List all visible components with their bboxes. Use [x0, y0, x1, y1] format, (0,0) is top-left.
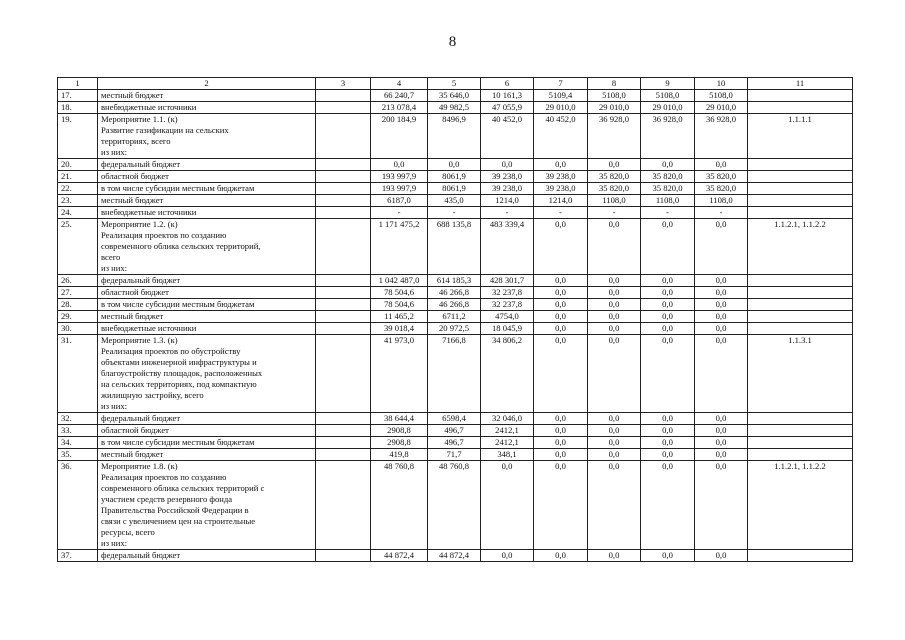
- row-description: местный бюджет: [98, 449, 316, 461]
- col10-value: 0,0: [695, 425, 748, 437]
- col4-value: 41 973,0: [371, 335, 428, 413]
- row-number: 27.: [58, 287, 98, 299]
- row-number: 24.: [58, 207, 98, 219]
- row-description: внебюджетные источники: [98, 207, 316, 219]
- table-row: [58, 287, 853, 299]
- col10-value: -: [695, 207, 748, 219]
- col6-value: 483 339,4: [481, 219, 534, 275]
- indicator-reference: [748, 159, 853, 171]
- col7-value: 0,0: [534, 335, 588, 413]
- col9-value: -: [641, 207, 695, 219]
- page-number: 8: [448, 34, 457, 50]
- row-description: Мероприятие 1.8. (к) Реализация проектов по созданию современного облика сельских территорий с участием средств резервного фонда Правительства Российской Федерации в связи с увеличением цен на строительные ресурсы, всего из них:: [98, 461, 316, 550]
- col6-value: 10 161,3: [481, 90, 534, 102]
- col4-value: 1 042 487,0: [371, 275, 428, 287]
- row-description: местный бюджет: [98, 90, 316, 102]
- indicator-reference: [748, 90, 853, 102]
- col5-value: 71,7: [428, 449, 481, 461]
- header-cell: 1: [58, 78, 98, 90]
- col3-cell: [316, 449, 371, 461]
- col10-value: 0,0: [695, 335, 748, 413]
- header-cell: 2: [98, 78, 316, 90]
- col9-value: 0,0: [641, 275, 695, 287]
- col8-value: 36 928,0: [588, 114, 641, 159]
- col7-value: 0,0: [534, 219, 588, 275]
- col7-value: 0,0: [534, 413, 588, 425]
- row-description: федеральный бюджет: [98, 550, 316, 562]
- col8-value: 0,0: [588, 159, 641, 171]
- row-description: Мероприятие 1.1. (к) Развитие газификации на сельских территориях, всего из них:: [98, 114, 316, 159]
- row-description: федеральный бюджет: [98, 159, 316, 171]
- col3-cell: [316, 437, 371, 449]
- col10-value: 5108,0: [695, 90, 748, 102]
- col7-value: 1214,0: [534, 195, 588, 207]
- col5-value: 7166,8: [428, 335, 481, 413]
- col9-value: 0,0: [641, 323, 695, 335]
- indicator-reference: [748, 287, 853, 299]
- row-number: 20.: [58, 159, 98, 171]
- col10-value: 0,0: [695, 287, 748, 299]
- col3-cell: [316, 323, 371, 335]
- col7-value: 29 010,0: [534, 102, 588, 114]
- col7-value: 0,0: [534, 159, 588, 171]
- col6-value: 32 046,0: [481, 413, 534, 425]
- col3-cell: [316, 207, 371, 219]
- col4-value: 6187,0: [371, 195, 428, 207]
- col9-value: 36 928,0: [641, 114, 695, 159]
- col7-value: 0,0: [534, 323, 588, 335]
- col4-value: 419,8: [371, 449, 428, 461]
- indicator-reference: 1.1.3.1: [748, 335, 853, 413]
- col4-value: 44 872,4: [371, 550, 428, 562]
- indicator-reference: 1.1.1.1: [748, 114, 853, 159]
- row-number: 26.: [58, 275, 98, 287]
- table-row: [58, 323, 853, 335]
- col10-value: 0,0: [695, 413, 748, 425]
- indicator-reference: [748, 413, 853, 425]
- col10-value: 35 820,0: [695, 171, 748, 183]
- col3-cell: [316, 425, 371, 437]
- col5-value: 44 872,4: [428, 550, 481, 562]
- col6-value: -: [481, 207, 534, 219]
- col10-value: 36 928,0: [695, 114, 748, 159]
- row-number: 23.: [58, 195, 98, 207]
- table-row: [58, 550, 853, 562]
- row-description: областной бюджет: [98, 287, 316, 299]
- col8-value: 35 820,0: [588, 183, 641, 195]
- col5-value: 496,7: [428, 425, 481, 437]
- col8-value: 1108,0: [588, 195, 641, 207]
- row-description: местный бюджет: [98, 311, 316, 323]
- table-row: [58, 183, 853, 195]
- col9-value: 0,0: [641, 461, 695, 550]
- col8-value: 5108,0: [588, 90, 641, 102]
- col6-value: 0,0: [481, 159, 534, 171]
- col8-value: -: [588, 207, 641, 219]
- indicator-reference: [748, 102, 853, 114]
- col6-value: 39 238,0: [481, 171, 534, 183]
- col8-value: 35 820,0: [588, 171, 641, 183]
- col6-value: 348,1: [481, 449, 534, 461]
- col5-value: 8496,9: [428, 114, 481, 159]
- row-description: Мероприятие 1.3. (к) Реализация проектов по обустройству объектами инженерной инфраструктуры и благоустройству площадок, расположенных на сельских территориях, под компактную жилищную застройку, всего из них:: [98, 335, 316, 413]
- header-cell: 10: [695, 78, 748, 90]
- col5-value: 6598,4: [428, 413, 481, 425]
- col10-value: 0,0: [695, 449, 748, 461]
- table-row: [58, 335, 853, 413]
- indicator-reference: 1.1.2.1, 1.1.2.2: [748, 219, 853, 275]
- row-number: 18.: [58, 102, 98, 114]
- table-row: [58, 207, 853, 219]
- col10-value: 0,0: [695, 275, 748, 287]
- col4-value: -: [371, 207, 428, 219]
- col8-value: 0,0: [588, 287, 641, 299]
- table-row: [58, 114, 853, 159]
- col3-cell: [316, 171, 371, 183]
- indicator-reference: [748, 195, 853, 207]
- header-cell: 6: [481, 78, 534, 90]
- col3-cell: [316, 287, 371, 299]
- col5-value: 0,0: [428, 159, 481, 171]
- col3-cell: [316, 114, 371, 159]
- col6-value: 40 452,0: [481, 114, 534, 159]
- col9-value: 1108,0: [641, 195, 695, 207]
- header-cell: 9: [641, 78, 695, 90]
- col8-value: 0,0: [588, 311, 641, 323]
- col3-cell: [316, 195, 371, 207]
- indicator-reference: 1.1.2.1, 1.1.2.2: [748, 461, 853, 550]
- col7-value: 39 238,0: [534, 183, 588, 195]
- table-row: [58, 425, 853, 437]
- row-number: 34.: [58, 437, 98, 449]
- col3-cell: [316, 550, 371, 562]
- col3-cell: [316, 275, 371, 287]
- col4-value: 2908,8: [371, 425, 428, 437]
- col6-value: 1214,0: [481, 195, 534, 207]
- col9-value: 0,0: [641, 335, 695, 413]
- col4-value: 200 184,9: [371, 114, 428, 159]
- col4-value: 193 997,9: [371, 183, 428, 195]
- header-cell: 7: [534, 78, 588, 90]
- row-description: областной бюджет: [98, 171, 316, 183]
- row-number: 35.: [58, 449, 98, 461]
- table-row: [58, 275, 853, 287]
- row-number: 22.: [58, 183, 98, 195]
- col8-value: 0,0: [588, 425, 641, 437]
- table-row: [58, 102, 853, 114]
- col9-value: 0,0: [641, 299, 695, 311]
- table-row: [58, 299, 853, 311]
- header-cell: 4: [371, 78, 428, 90]
- col10-value: 35 820,0: [695, 183, 748, 195]
- row-number: 36.: [58, 461, 98, 550]
- col5-value: 8061,9: [428, 183, 481, 195]
- table-row: [58, 461, 853, 550]
- table-row: [58, 219, 853, 275]
- col10-value: 0,0: [695, 219, 748, 275]
- table-row: [58, 90, 853, 102]
- col6-value: 428 301,7: [481, 275, 534, 287]
- indicator-reference: [748, 275, 853, 287]
- col6-value: 18 045,9: [481, 323, 534, 335]
- col8-value: 0,0: [588, 299, 641, 311]
- col5-value: 35 646,0: [428, 90, 481, 102]
- col10-value: 0,0: [695, 323, 748, 335]
- row-number: 29.: [58, 311, 98, 323]
- col9-value: 0,0: [641, 311, 695, 323]
- col5-value: 49 982,5: [428, 102, 481, 114]
- col3-cell: [316, 183, 371, 195]
- table-row: [58, 449, 853, 461]
- col10-value: 29 010,0: [695, 102, 748, 114]
- col3-cell: [316, 335, 371, 413]
- indicator-reference: [748, 323, 853, 335]
- col4-value: 2908,8: [371, 437, 428, 449]
- row-description: федеральный бюджет: [98, 275, 316, 287]
- col7-value: 0,0: [534, 287, 588, 299]
- col5-value: 46 266,8: [428, 287, 481, 299]
- col9-value: 0,0: [641, 550, 695, 562]
- indicator-reference: [748, 550, 853, 562]
- col7-value: 0,0: [534, 461, 588, 550]
- header-cell: 5: [428, 78, 481, 90]
- row-number: 32.: [58, 413, 98, 425]
- col3-cell: [316, 311, 371, 323]
- row-number: 28.: [58, 299, 98, 311]
- col9-value: 5108,0: [641, 90, 695, 102]
- header-cell: 3: [316, 78, 371, 90]
- col4-value: 1 171 475,2: [371, 219, 428, 275]
- col10-value: 0,0: [695, 550, 748, 562]
- row-description: в том числе субсидии местным бюджетам: [98, 437, 316, 449]
- indicator-reference: [748, 171, 853, 183]
- header-cell: 8: [588, 78, 641, 90]
- row-description: внебюджетные источники: [98, 323, 316, 335]
- col7-value: 39 238,0: [534, 171, 588, 183]
- col7-value: 0,0: [534, 425, 588, 437]
- col4-value: 11 465,2: [371, 311, 428, 323]
- col4-value: 39 018,4: [371, 323, 428, 335]
- table-row: [58, 311, 853, 323]
- col5-value: -: [428, 207, 481, 219]
- col9-value: 35 820,0: [641, 171, 695, 183]
- col4-value: 48 760,8: [371, 461, 428, 550]
- col9-value: 35 820,0: [641, 183, 695, 195]
- indicator-reference: [748, 299, 853, 311]
- row-number: 30.: [58, 323, 98, 335]
- col3-cell: [316, 159, 371, 171]
- col8-value: 0,0: [588, 275, 641, 287]
- col8-value: 0,0: [588, 335, 641, 413]
- col5-value: 8061,9: [428, 171, 481, 183]
- col10-value: 0,0: [695, 311, 748, 323]
- col8-value: 0,0: [588, 550, 641, 562]
- col5-value: 6711,2: [428, 311, 481, 323]
- col10-value: 0,0: [695, 299, 748, 311]
- col9-value: 0,0: [641, 437, 695, 449]
- col6-value: 47 055,9: [481, 102, 534, 114]
- col10-value: 1108,0: [695, 195, 748, 207]
- col7-value: 0,0: [534, 299, 588, 311]
- col9-value: 0,0: [641, 449, 695, 461]
- indicator-reference: [748, 183, 853, 195]
- indicator-reference: [748, 425, 853, 437]
- col6-value: 32 237,8: [481, 299, 534, 311]
- col7-value: 0,0: [534, 311, 588, 323]
- col4-value: 213 078,4: [371, 102, 428, 114]
- col9-value: 0,0: [641, 425, 695, 437]
- indicator-reference: [748, 311, 853, 323]
- col6-value: 32 237,8: [481, 287, 534, 299]
- col9-value: 0,0: [641, 287, 695, 299]
- col8-value: 0,0: [588, 449, 641, 461]
- col10-value: 0,0: [695, 159, 748, 171]
- col4-value: 66 240,7: [371, 90, 428, 102]
- col9-value: 0,0: [641, 219, 695, 275]
- col10-value: 0,0: [695, 437, 748, 449]
- col7-value: 40 452,0: [534, 114, 588, 159]
- col4-value: 78 504,6: [371, 299, 428, 311]
- row-number: 31.: [58, 335, 98, 413]
- col6-value: 0,0: [481, 461, 534, 550]
- col7-value: 0,0: [534, 437, 588, 449]
- col3-cell: [316, 90, 371, 102]
- row-number: 25.: [58, 219, 98, 275]
- row-number: 33.: [58, 425, 98, 437]
- col6-value: 39 238,0: [481, 183, 534, 195]
- col5-value: 614 185,3: [428, 275, 481, 287]
- col5-value: 48 760,8: [428, 461, 481, 550]
- col4-value: 0,0: [371, 159, 428, 171]
- col9-value: 0,0: [641, 159, 695, 171]
- table-row: [58, 437, 853, 449]
- indicator-reference: [748, 437, 853, 449]
- col5-value: 20 972,5: [428, 323, 481, 335]
- col9-value: 29 010,0: [641, 102, 695, 114]
- indicator-reference: [748, 207, 853, 219]
- row-number: 37.: [58, 550, 98, 562]
- col6-value: 4754,0: [481, 311, 534, 323]
- row-description: местный бюджет: [98, 195, 316, 207]
- col10-value: 0,0: [695, 461, 748, 550]
- row-description: в том числе субсидии местным бюджетам: [98, 299, 316, 311]
- col8-value: 0,0: [588, 219, 641, 275]
- col8-value: 0,0: [588, 461, 641, 550]
- col6-value: 2412,1: [481, 437, 534, 449]
- col4-value: 193 997,9: [371, 171, 428, 183]
- indicator-reference: [748, 449, 853, 461]
- table-row: [58, 413, 853, 425]
- col7-value: 0,0: [534, 550, 588, 562]
- row-number: 17.: [58, 90, 98, 102]
- col3-cell: [316, 461, 371, 550]
- col5-value: 688 135,8: [428, 219, 481, 275]
- header-row: [58, 78, 853, 90]
- budget-table: [57, 77, 853, 562]
- col8-value: 0,0: [588, 437, 641, 449]
- col8-value: 0,0: [588, 413, 641, 425]
- col7-value: 5109,4: [534, 90, 588, 102]
- table-body: [58, 78, 853, 562]
- row-description: в том числе субсидии местным бюджетам: [98, 183, 316, 195]
- row-number: 21.: [58, 171, 98, 183]
- col6-value: 2412,1: [481, 425, 534, 437]
- col7-value: 0,0: [534, 449, 588, 461]
- col8-value: 0,0: [588, 323, 641, 335]
- col5-value: 496,7: [428, 437, 481, 449]
- table-row: [58, 195, 853, 207]
- row-description: федеральный бюджет: [98, 413, 316, 425]
- col3-cell: [316, 413, 371, 425]
- table-row: [58, 171, 853, 183]
- col6-value: 0,0: [481, 550, 534, 562]
- row-description: Мероприятие 1.2. (к) Реализация проектов по созданию современного облика сельских территорий, всего из них:: [98, 219, 316, 275]
- col4-value: 38 644,4: [371, 413, 428, 425]
- col7-value: 0,0: [534, 275, 588, 287]
- col9-value: 0,0: [641, 413, 695, 425]
- col5-value: 435,0: [428, 195, 481, 207]
- col8-value: 29 010,0: [588, 102, 641, 114]
- col3-cell: [316, 299, 371, 311]
- col7-value: -: [534, 207, 588, 219]
- table-row: [58, 159, 853, 171]
- col6-value: 34 806,2: [481, 335, 534, 413]
- row-description: областной бюджет: [98, 425, 316, 437]
- col4-value: 78 504,6: [371, 287, 428, 299]
- row-description: внебюджетные источники: [98, 102, 316, 114]
- col5-value: 46 266,8: [428, 299, 481, 311]
- row-number: 19.: [58, 114, 98, 159]
- header-cell: 11: [748, 78, 853, 90]
- col3-cell: [316, 219, 371, 275]
- col3-cell: [316, 102, 371, 114]
